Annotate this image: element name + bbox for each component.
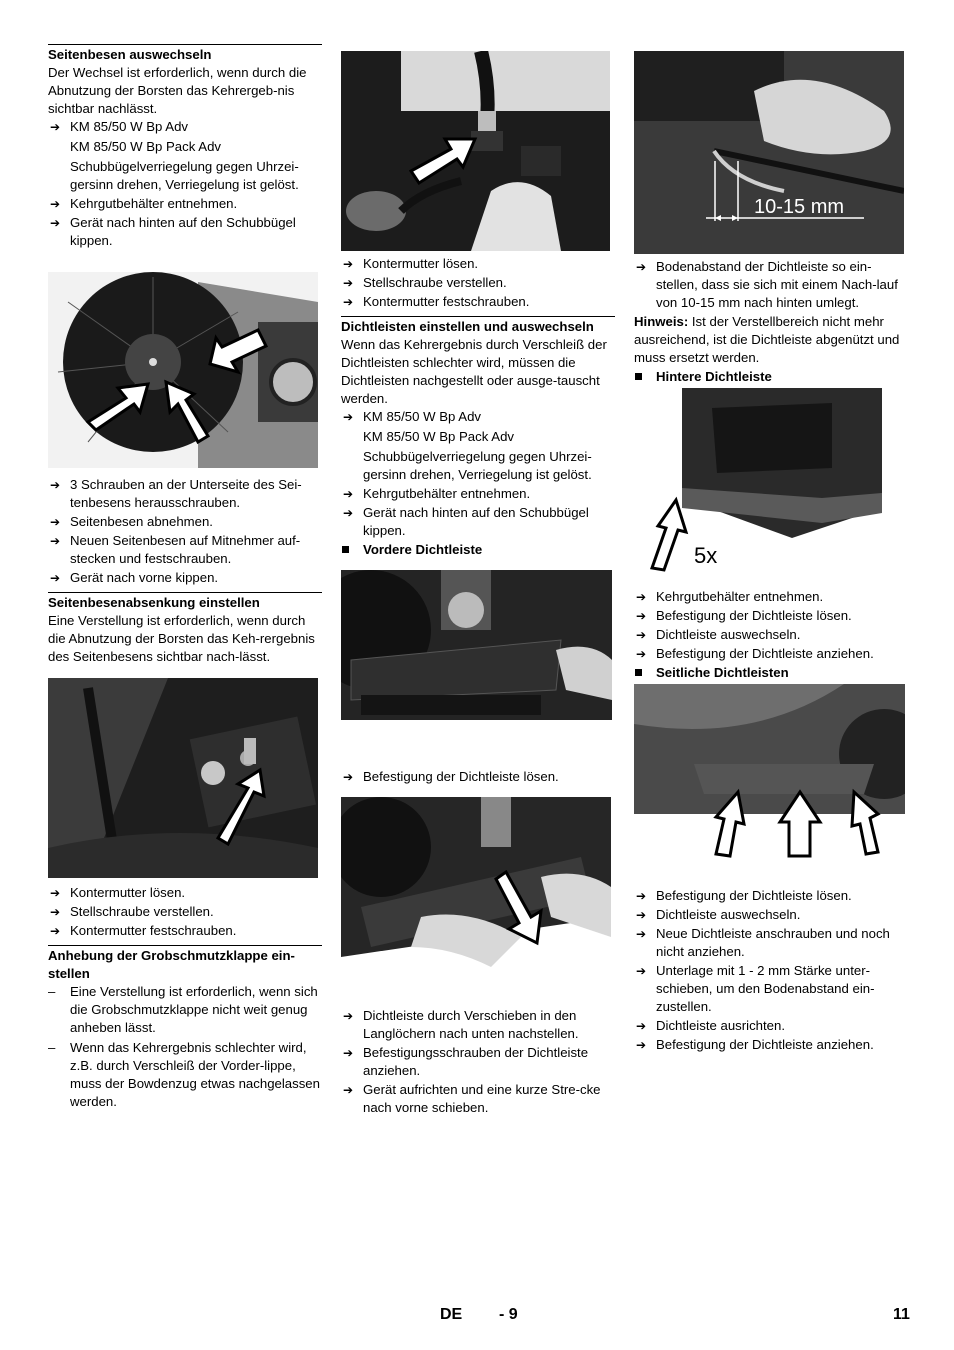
hint [634, 313, 908, 367]
step: ➔ Kontermutter lösen. [48, 884, 322, 902]
step: ➔ KM 85/50 W Bp Adv [341, 408, 615, 426]
step: ➔ Gerät nach vorne kippen. [48, 569, 322, 587]
step: ➔ Befestigung der Dichtleiste lösen. [634, 607, 908, 625]
figure-front-strip-adjust [341, 797, 611, 999]
subsection-rear-strip: Hintere Dichtleiste [634, 368, 908, 386]
step: ➔ Dichtleiste durch Verschieben in den Langlöchern nach unten nachstellen. [341, 1007, 615, 1043]
clearance-label: 10-15 mm [754, 196, 845, 218]
step-detail: KM 85/50 W Bp Pack Adv [363, 429, 514, 444]
figure-side-strips [634, 684, 905, 879]
step: ➔ Kontermutter festschrauben. [341, 293, 615, 311]
section-title-side-broom-replace: Seitenbesen auswechseln [48, 44, 322, 64]
step: ➔ Gerät nach hinten auf den Schubbügel kippen. [48, 214, 322, 250]
step: ➔ Befestigung der Dichtleiste lösen. [341, 768, 615, 786]
figure-side-broom [48, 272, 318, 468]
step-detail: Schubbügelverriegelung gegen Uhrzei-gersinn drehen, Verriegelung ist gelöst. [363, 449, 592, 482]
section-title-coarse-flap: Anhebung der Grobschmutzklappe ein-stellen [48, 945, 322, 983]
figure-adjust-screw-1 [48, 678, 318, 878]
step: ➔ Kehrgutbehälter entnehmen. [341, 485, 615, 503]
step: ➔ Kehrgutbehälter entnehmen. [634, 588, 908, 606]
step: ➔ Stellschraube verstellen. [341, 274, 615, 292]
step: ➔ Kontermutter festschrauben. [48, 922, 322, 940]
note-item: – Eine Verstellung ist erforderlich, wenn sich die Grobschmutzklappe nicht weit genug anheben lässt. [48, 983, 322, 1037]
step: ➔ Neuen Seitenbesen auf Mitnehmer auf-stecken und festschrauben. [48, 532, 322, 568]
step: ➔ Befestigung der Dichtleiste lösen. [634, 887, 908, 905]
subsection-side-strips: Seitliche Dichtleisten [634, 664, 908, 682]
hint-label: Hinweis: [634, 314, 689, 329]
step: ➔ Gerät nach hinten auf den Schubbügel kippen. [341, 504, 615, 540]
step: ➔ Stellschraube verstellen. [48, 903, 322, 921]
hint-text: Ist der Verstellbereich nicht mehr ausreichend, ist die Dichtleiste abgenützt und muss ersetzt werden. [634, 314, 900, 365]
step: ➔ Befestigungsschrauben der Dichtleiste anziehen. [341, 1044, 615, 1080]
section-title-sealing-strips: Dichtleisten einstellen und auswechseln [341, 316, 615, 336]
footer-local-page: - 9 [499, 1306, 518, 1323]
step: ➔ Neue Dichtleiste anschrauben und noch nicht anziehen. [634, 925, 908, 961]
step: ➔ Befestigung der Dichtleiste anziehen. [634, 1036, 908, 1054]
paragraph: Der Wechsel ist erforderlich, wenn durch die Abnutzung der Borsten das Kehrergeb-nis sichtbar nachlässt. [48, 65, 307, 116]
step: ➔ Kontermutter lösen. [341, 255, 615, 273]
step: ➔ KM 85/50 W Bp Adv [48, 118, 322, 136]
step: ➔ Dichtleiste ausrichten. [634, 1017, 908, 1035]
figure-floor-clearance [634, 51, 904, 254]
step: ➔ Befestigung der Dichtleiste anziehen. [634, 645, 908, 663]
step-detail: KM 85/50 W Bp Pack Adv [70, 139, 221, 154]
step: ➔ Dichtleiste auswechseln. [634, 906, 908, 924]
figure-front-strip-loosen [341, 570, 612, 740]
figure-adjust-screw-2 [341, 51, 610, 251]
step: ➔ Gerät aufrichten und eine kurze Stre-cke nach vorne schieben. [341, 1081, 615, 1117]
footer-page-number: 11 [893, 1306, 910, 1323]
step: ➔ Kehrgutbehälter entnehmen. [48, 195, 322, 213]
count-label: 5x [694, 543, 718, 568]
column-middle [341, 51, 615, 1117]
section-title-side-broom-lowering: Seitenbesenabsenkung einstellen [48, 592, 322, 612]
subsection-front-strip: Vordere Dichtleiste [341, 541, 615, 559]
step: ➔ 3 Schrauben an der Unterseite des Sei-tenbesens herausschrauben. [48, 476, 322, 512]
paragraph: Eine Verstellung ist erforderlich, wenn durch die Abnutzung der Borsten das Keh-rergebnis des Seitenbesens sichtbar nach-lässt. [48, 613, 315, 664]
step-detail: Schubbügelverriegelung gegen Uhrzei-gersinn drehen, Verriegelung ist gelöst. [70, 159, 299, 192]
step: ➔ Unterlage mit 1 - 2 mm Stärke unter-schieben, um den Bodenabstand ein-zustellen. [634, 962, 908, 1016]
column-right [634, 51, 908, 1054]
step: ➔ Seitenbesen abnehmen. [48, 513, 322, 531]
column-left [48, 44, 322, 1111]
footer-language: DE [440, 1306, 463, 1323]
note-item: – Wenn das Kehrergebnis schlechter wird, z.B. durch Verschleiß der Vorder-lippe, muss der Bowdenzug etwas nachgelassen werden. [48, 1039, 322, 1111]
step: ➔ Bodenabstand der Dichtleiste so ein-stellen, dass sie sich mit einem Nach-lauf von 10-15 mm nach hinten umlegt. [634, 258, 908, 312]
paragraph: Wenn das Kehrergebnis durch Verschleiß der Dichtleisten schlechter wird, müssen die Dichtleisten nachgestellt oder ausge-tauscht werden. [341, 337, 607, 406]
figure-rear-strip [642, 388, 892, 578]
step: ➔ Dichtleiste auswechseln. [634, 626, 908, 644]
